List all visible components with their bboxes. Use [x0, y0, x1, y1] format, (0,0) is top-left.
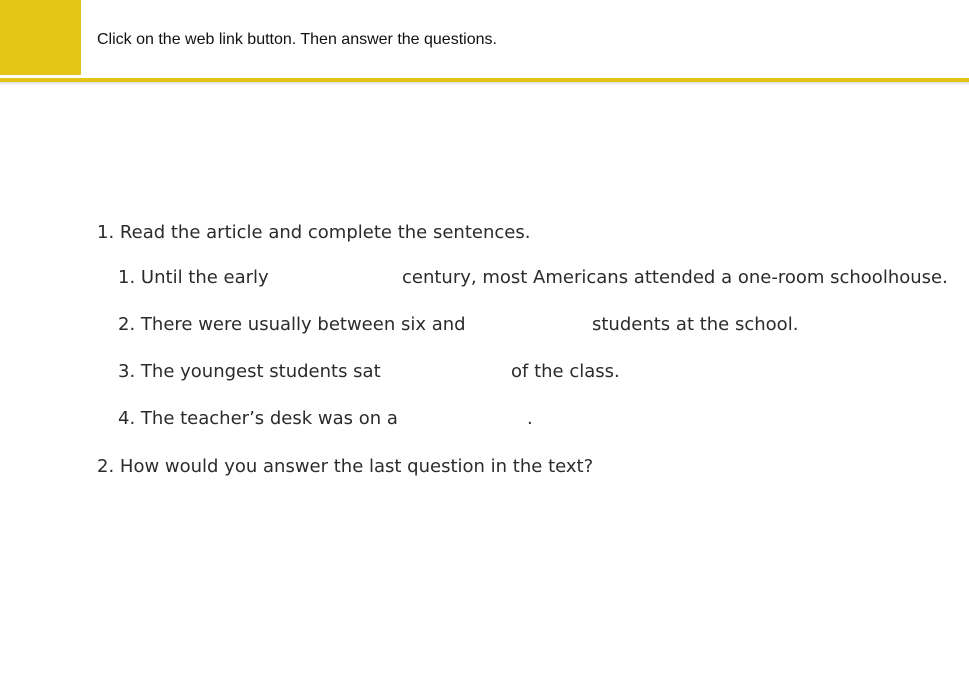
answer-blank[interactable] — [390, 409, 522, 427]
sentence-after: . — [527, 408, 533, 429]
question-text: How would you answer the last question in the text? — [119, 456, 594, 477]
sentence-after: of the class. — [511, 361, 620, 382]
sentence-after: century, most Americans attended a one-room schoolhouse. — [402, 267, 948, 288]
question-1 — [97, 222, 530, 244]
item-number: 3. — [118, 361, 136, 382]
sentence-item — [118, 314, 466, 336]
header-bar — [0, 0, 969, 78]
sentence-after: students at the school. — [592, 314, 799, 335]
answer-blank[interactable] — [266, 268, 398, 286]
item-number: 1. — [118, 267, 136, 288]
question-number: 2. — [97, 456, 115, 477]
header-divider-shadow — [0, 82, 969, 85]
question-2 — [97, 456, 593, 478]
item-number: 2. — [118, 314, 136, 335]
item-number: 4. — [118, 408, 136, 429]
sentence-before: The youngest students sat — [140, 361, 381, 382]
answer-blank[interactable] — [375, 362, 507, 380]
question-text: Read the article and complete the sentences. — [119, 222, 531, 243]
sentence-before: The teacher’s desk was on a — [140, 408, 398, 429]
instruction-text: Click on the web link button. Then answer the questions. — [97, 31, 497, 48]
sentence-before: There were usually between six and — [140, 314, 466, 335]
sentence-item — [118, 361, 381, 383]
answer-blank[interactable] — [455, 315, 587, 333]
accent-square — [0, 0, 81, 75]
sentence-item — [118, 267, 269, 289]
sentence-before: Until the early — [140, 267, 269, 288]
question-number: 1. — [97, 222, 115, 243]
sentence-item — [118, 408, 398, 430]
